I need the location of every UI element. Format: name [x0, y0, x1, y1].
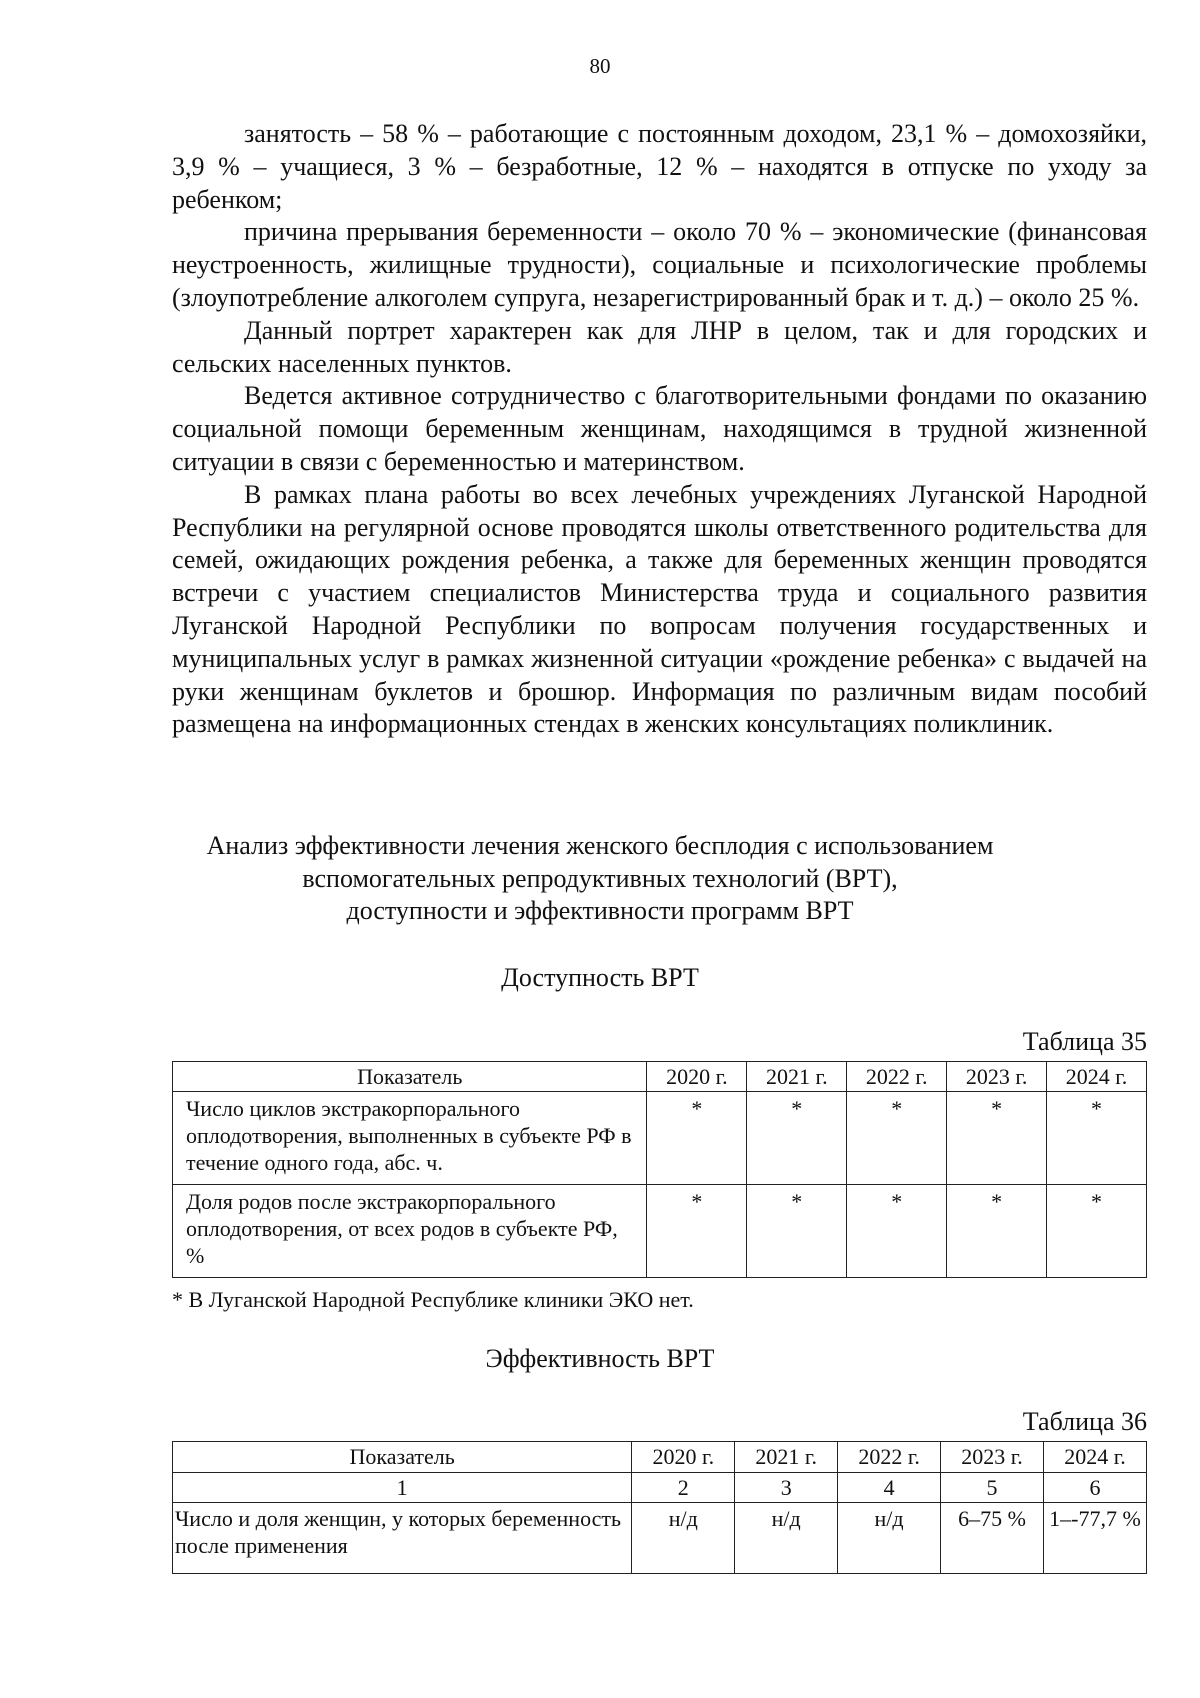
column-header: 2022 г.	[847, 1062, 947, 1092]
column-header: 2021 г.	[735, 1442, 838, 1473]
section-heading-line: вспомогательных репродуктивных технологий (ВРТ),	[302, 863, 898, 893]
table-row	[173, 1503, 1147, 1574]
column-number: 3	[735, 1473, 838, 1503]
table35-heading: Доступность ВРТ	[501, 963, 699, 992]
table-cell: *	[747, 1185, 847, 1278]
table36-heading: Эффективность ВРТ	[485, 1344, 715, 1373]
paragraph-charity-cooperation: Ведется активное сотрудничество с благотворительными фондами по оказанию социальной помощи беременным женщинам, находящимся в трудной жизненной ситуации в связи с беременностью и материнством.	[172, 381, 1147, 476]
table-cell: *	[947, 1185, 1047, 1278]
paragraph-parenting-schools: В рамках плана работы во всех лечебных учреждениях Луганской Народной Республики на регулярной основе проводятся школы ответственного родительства для семей, ожидающих рождения ребенка, а также для беременных женщин проводятся встречи с участием специалистов Министерства труда и социального развития Луганской Народной Республики по вопросам получения государственных и муниципальных услуг в рамках жизненной ситуации «рождение ребенка» с выдачей на руки женщинам буклетов и брошюр. Информация по различным видам пособий размещена на информационных стендах в женских консультациях поликлиник.	[172, 479, 1147, 739]
table-cell: *	[847, 1185, 947, 1278]
column-number: 6	[1043, 1473, 1146, 1503]
table35-footnote: * В Луганской Народной Республике клиники ЭКО нет.	[172, 1287, 694, 1312]
column-header: Показатель	[173, 1062, 647, 1092]
indicator-name: Доля родов после экстракорпорального оплодотворения, от всех родов в субъекте РФ, %	[173, 1185, 647, 1278]
paragraph-termination-reasons: причина прерывания беременности – около 70 % – экономические (финансовая неустроенность, жилищные трудности), социальные и психологические проблемы (злоупотребление алкоголем супруга, незарегистрированный брак и т. д.) – около 25 %.	[172, 217, 1147, 312]
column-header: 2020 г.	[647, 1062, 747, 1092]
table-cell: *	[1047, 1185, 1147, 1278]
section-heading	[0, 830, 1200, 928]
table-cell: 1–-77,7 %	[1043, 1503, 1146, 1574]
table-row	[173, 1185, 1147, 1278]
indicator-name: Число циклов экстракорпорального оплодотворения, выполненных в субъекте РФ в течение одного года, абс. ч.	[173, 1092, 647, 1185]
indicator-name: Число и доля женщин, у которых беременность после применения	[173, 1503, 632, 1574]
paragraph-employment: занятость – 58 % – работающие с постоянным доходом, 23,1 % – домохозяйки, 3,9 % – учащиеся, 3 % – безработные, 12 % – находятся в отпуске по уходу за ребенком;	[172, 119, 1147, 214]
table-row	[173, 1092, 1147, 1185]
table-cell: *	[847, 1092, 947, 1185]
table-cell: 6–75 %	[941, 1503, 1044, 1574]
column-number-row	[173, 1473, 1147, 1503]
section-heading-line: Анализ эффективности лечения женского бесплодия с использованием	[206, 831, 994, 860]
table-header-row	[173, 1442, 1147, 1473]
page-number: 80	[589, 54, 611, 78]
body-text	[172, 118, 1147, 741]
column-header: 2024 г.	[1043, 1442, 1146, 1473]
column-header: 2023 г.	[941, 1442, 1044, 1473]
paragraph-portrait: Данный портрет характерен как для ЛНР в целом, так и для городских и сельских населенных пунктов.	[172, 315, 1147, 378]
table-cell: *	[947, 1092, 1047, 1185]
column-number: 2	[632, 1473, 735, 1503]
table-35	[172, 1061, 1147, 1278]
table35-caption: Таблица 35	[1022, 1027, 1147, 1056]
column-header: Показатель	[173, 1442, 632, 1473]
table36-caption: Таблица 36	[1022, 1407, 1147, 1436]
table-cell: н/д	[632, 1503, 735, 1574]
table-cell: *	[647, 1185, 747, 1278]
column-number: 4	[838, 1473, 941, 1503]
column-header: 2020 г.	[632, 1442, 735, 1473]
column-number: 5	[941, 1473, 1044, 1503]
column-header: 2023 г.	[947, 1062, 1047, 1092]
table-cell: н/д	[838, 1503, 941, 1574]
table-cell: *	[747, 1092, 847, 1185]
table-cell: *	[647, 1092, 747, 1185]
column-header: 2024 г.	[1047, 1062, 1147, 1092]
column-header: 2021 г.	[747, 1062, 847, 1092]
section-heading-line: доступности и эффективности программ ВРТ	[346, 896, 854, 925]
table-cell: *	[1047, 1092, 1147, 1185]
table-cell: н/д	[735, 1503, 838, 1574]
column-header: 2022 г.	[838, 1442, 941, 1473]
table-header-row	[173, 1062, 1147, 1092]
table-36	[172, 1441, 1147, 1574]
column-number: 1	[173, 1473, 632, 1503]
